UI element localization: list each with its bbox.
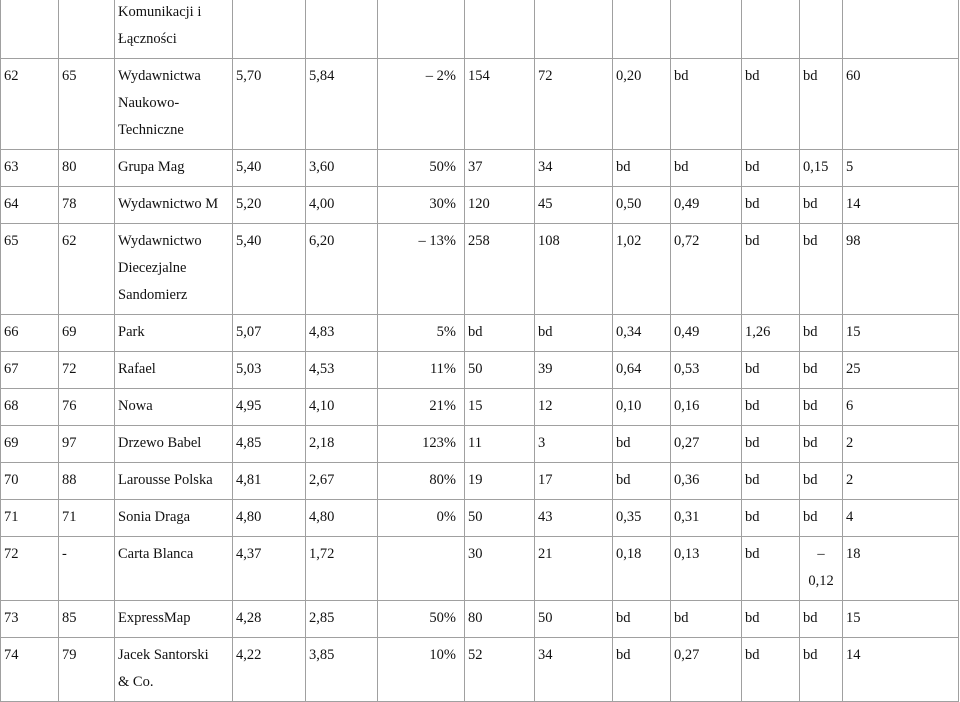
cell-value-c: 30 [465, 537, 535, 601]
cell-value-f: 0,53 [671, 352, 742, 389]
cell-value-d: 3 [535, 426, 613, 463]
cell-value-g: bd [742, 224, 800, 315]
cell-value-f: 0,16 [671, 389, 742, 426]
cell-change-percent: – 2% [378, 59, 465, 150]
cell-value-i: 15 [843, 315, 959, 352]
cell-empty [233, 0, 306, 59]
cell-value-a: 5,40 [233, 150, 306, 187]
cell-value-d: 34 [535, 638, 613, 702]
cell-value-b: 2,18 [306, 426, 378, 463]
cell-value-e: bd [613, 638, 671, 702]
cell-value-i: 60 [843, 59, 959, 150]
cell-value-b: 5,84 [306, 59, 378, 150]
cell-value-c: 11 [465, 426, 535, 463]
cell-value-h [800, 638, 843, 702]
cell-publisher-name-line: & Co. [118, 674, 154, 690]
table-row [1, 500, 959, 537]
cell-publisher-name [115, 537, 233, 601]
cell-value-e: bd [613, 150, 671, 187]
cell-value-f: 0,49 [671, 315, 742, 352]
cell-value-c: 154 [465, 59, 535, 150]
cell-value-g: bd [742, 537, 800, 601]
cell-value-a: 5,70 [233, 59, 306, 150]
cell-publisher-name-line: ExpressMap [118, 610, 191, 626]
cell-rank-current: 63 [1, 150, 59, 187]
cell-value-a: 4,22 [233, 638, 306, 702]
cell-value-e: bd [613, 426, 671, 463]
cell-value-e: bd [613, 463, 671, 500]
cell-value-g: bd [742, 601, 800, 638]
cell-value-f: 0,36 [671, 463, 742, 500]
cell-change-percent: 0% [378, 500, 465, 537]
cell-value-g: bd [742, 638, 800, 702]
cell-value-c: 52 [465, 638, 535, 702]
cell-value-e: 0,34 [613, 315, 671, 352]
cell-value-a: 4,85 [233, 426, 306, 463]
cell-value-h-line: bd [803, 435, 818, 451]
cell-value-b: 3,85 [306, 638, 378, 702]
cell-rank-current: 74 [1, 638, 59, 702]
cell-value-f: 0,13 [671, 537, 742, 601]
cell-publisher-name [115, 315, 233, 352]
cell-empty [306, 0, 378, 59]
cell-rank-current: 62 [1, 59, 59, 150]
cell-value-h [800, 59, 843, 150]
cell-rank-current: 71 [1, 500, 59, 537]
cell-rank-previous: 85 [59, 601, 115, 638]
cell-empty [613, 0, 671, 59]
cell-change-percent: 10% [378, 638, 465, 702]
cell-empty [1, 0, 59, 59]
cell-value-h-line: bd [803, 196, 818, 212]
cell-value-h-line: 0,12 [808, 573, 834, 589]
cell-value-i: 98 [843, 224, 959, 315]
cell-value-h [800, 224, 843, 315]
cell-value-d: 21 [535, 537, 613, 601]
cell-value-b: 4,83 [306, 315, 378, 352]
cell-value-h [800, 463, 843, 500]
cell-publisher-name [115, 224, 233, 315]
cell-value-i: 5 [843, 150, 959, 187]
table-row [1, 224, 959, 315]
cell-value-a: 4,95 [233, 389, 306, 426]
cell-value-a: 4,37 [233, 537, 306, 601]
cell-value-i: 14 [843, 638, 959, 702]
cell-value-e: 0,35 [613, 500, 671, 537]
cell-value-h [800, 315, 843, 352]
cell-value-a: 4,81 [233, 463, 306, 500]
table-body [1, 0, 959, 702]
cell-value-e: 0,64 [613, 352, 671, 389]
cell-change-percent: 5% [378, 315, 465, 352]
cell-rank-previous: 88 [59, 463, 115, 500]
cell-publisher-name [115, 500, 233, 537]
cell-value-b: 2,85 [306, 601, 378, 638]
cell-value-b: 6,20 [306, 224, 378, 315]
cell-value-h-line: 0,15 [803, 159, 829, 175]
cell-empty [843, 0, 959, 59]
cell-change-percent: 50% [378, 601, 465, 638]
cell-value-e: 0,20 [613, 59, 671, 150]
cell-value-g: bd [742, 352, 800, 389]
cell-value-h [800, 426, 843, 463]
cell-empty [671, 0, 742, 59]
table-row [1, 150, 959, 187]
cell-value-e: 0,50 [613, 187, 671, 224]
cell-publisher-name-line: Drzewo Babel [118, 435, 202, 451]
table-row [1, 352, 959, 389]
table-row [1, 463, 959, 500]
cell-value-a: 5,07 [233, 315, 306, 352]
cell-value-b: 4,80 [306, 500, 378, 537]
cell-value-h-line: bd [803, 610, 818, 626]
cell-value-f: 0,31 [671, 500, 742, 537]
cell-value-b: 4,10 [306, 389, 378, 426]
cell-value-h-line: bd [803, 647, 818, 663]
cell-value-d: 108 [535, 224, 613, 315]
cell-value-b: 4,53 [306, 352, 378, 389]
cell-publisher-name-line: Larousse Polska [118, 472, 213, 488]
cell-rank-current: 64 [1, 187, 59, 224]
cell-rank-current: 69 [1, 426, 59, 463]
cell-publisher-name-line: Carta Blanca [118, 546, 194, 562]
cell-value-c: 120 [465, 187, 535, 224]
cell-value-g: bd [742, 500, 800, 537]
table-row [1, 537, 959, 601]
cell-change-percent: 11% [378, 352, 465, 389]
cell-value-d: 72 [535, 59, 613, 150]
cell-rank-current: 73 [1, 601, 59, 638]
cell-value-e: 1,02 [613, 224, 671, 315]
cell-value-e: 0,18 [613, 537, 671, 601]
table-row [1, 601, 959, 638]
cell-change-percent: 50% [378, 150, 465, 187]
cell-rank-previous: 62 [59, 224, 115, 315]
cell-value-h-line: bd [803, 233, 818, 249]
cell-change-percent: 30% [378, 187, 465, 224]
cell-value-c: 80 [465, 601, 535, 638]
cell-value-a: 4,80 [233, 500, 306, 537]
cell-change-percent: 123% [378, 426, 465, 463]
cell-value-d: bd [535, 315, 613, 352]
table-row [1, 426, 959, 463]
table-row [1, 638, 959, 702]
cell-rank-previous: 71 [59, 500, 115, 537]
cell-value-h-line: bd [803, 324, 818, 340]
cell-value-d: 43 [535, 500, 613, 537]
cell-value-c: 15 [465, 389, 535, 426]
cell-value-f: 0,72 [671, 224, 742, 315]
cell-empty [535, 0, 613, 59]
cell-value-f: bd [671, 601, 742, 638]
cell-empty [742, 0, 800, 59]
cell-publisher-name-line: Techniczne [118, 122, 184, 138]
cell-value-i: 6 [843, 389, 959, 426]
cell-value-h [800, 500, 843, 537]
cell-value-c: 50 [465, 352, 535, 389]
cell-publisher-name [115, 638, 233, 702]
cell-publisher-name [115, 59, 233, 150]
cell-value-h-line: bd [803, 509, 818, 525]
cell-value-f: bd [671, 150, 742, 187]
cell-value-f: 0,27 [671, 638, 742, 702]
cell-publisher-name-line: Wydawnictwa [118, 68, 201, 84]
cell-publisher-name-line: Sonia Draga [118, 509, 191, 525]
cell-value-f: 0,27 [671, 426, 742, 463]
cell-value-c: 19 [465, 463, 535, 500]
cell-publisher-name [115, 187, 233, 224]
cell-value-i: 4 [843, 500, 959, 537]
cell-value-h-line: bd [803, 68, 818, 84]
cell-value-b: 3,60 [306, 150, 378, 187]
cell-value-i: 15 [843, 601, 959, 638]
cell-rank-previous: - [59, 537, 115, 601]
cell-value-i: 25 [843, 352, 959, 389]
cell-value-d: 34 [535, 150, 613, 187]
table-row-continuation [1, 0, 959, 59]
cell-change-percent: 21% [378, 389, 465, 426]
cell-value-g: bd [742, 426, 800, 463]
cell-rank-previous: 97 [59, 426, 115, 463]
cell-publisher-name-line: Wydawnictwo M [118, 196, 219, 212]
cell-value-b: 4,00 [306, 187, 378, 224]
cell-value-h-line: bd [803, 361, 818, 377]
cell-value-e: bd [613, 601, 671, 638]
cell-publisher-name [115, 0, 233, 59]
cell-publisher-name [115, 426, 233, 463]
cell-rank-previous: 72 [59, 352, 115, 389]
cell-value-f: 0,49 [671, 187, 742, 224]
cell-value-b: 1,72 [306, 537, 378, 601]
cell-rank-current: 66 [1, 315, 59, 352]
cell-publisher-name [115, 463, 233, 500]
cell-value-h-line: – [817, 546, 825, 562]
cell-value-c: 258 [465, 224, 535, 315]
cell-publisher-name-line: Nowa [118, 398, 153, 414]
cell-value-g: bd [742, 187, 800, 224]
cell-rank-current: 65 [1, 224, 59, 315]
table-row [1, 389, 959, 426]
table-row [1, 187, 959, 224]
cell-value-a: 4,28 [233, 601, 306, 638]
cell-publisher-name-line: Jacek Santorski [118, 647, 209, 663]
cell-value-h [800, 352, 843, 389]
cell-publisher-name-line: Wydawnictwo [118, 233, 202, 249]
cell-value-h [800, 389, 843, 426]
cell-value-d: 39 [535, 352, 613, 389]
cell-value-c: 37 [465, 150, 535, 187]
cell-change-percent [378, 537, 465, 601]
cell-rank-previous: 79 [59, 638, 115, 702]
cell-rank-current: 68 [1, 389, 59, 426]
cell-rank-current: 72 [1, 537, 59, 601]
cell-value-g: bd [742, 389, 800, 426]
cell-rank-current: 70 [1, 463, 59, 500]
cell-rank-current: 67 [1, 352, 59, 389]
cell-change-percent: 80% [378, 463, 465, 500]
publisher-name-line: Łączności [118, 31, 177, 47]
cell-value-i: 2 [843, 426, 959, 463]
cell-value-e: 0,10 [613, 389, 671, 426]
cell-publisher-name-line: Sandomierz [118, 287, 188, 303]
cell-rank-previous: 80 [59, 150, 115, 187]
cell-empty [800, 0, 843, 59]
cell-value-a: 5,40 [233, 224, 306, 315]
cell-value-h [800, 601, 843, 638]
cell-publisher-name [115, 352, 233, 389]
cell-value-d: 45 [535, 187, 613, 224]
cell-value-d: 12 [535, 389, 613, 426]
cell-rank-previous: 65 [59, 59, 115, 150]
cell-empty [59, 0, 115, 59]
cell-value-h-line: bd [803, 398, 818, 414]
cell-empty [378, 0, 465, 59]
cell-publisher-name-line: Rafael [118, 361, 156, 377]
cell-publisher-name-line: Park [118, 324, 145, 340]
publisher-name-line: Komunikacji i [118, 4, 202, 20]
cell-value-i: 14 [843, 187, 959, 224]
cell-change-percent: – 13% [378, 224, 465, 315]
cell-value-h [800, 187, 843, 224]
cell-value-c: 50 [465, 500, 535, 537]
cell-value-h [800, 150, 843, 187]
cell-rank-previous: 69 [59, 315, 115, 352]
cell-empty [465, 0, 535, 59]
table-row [1, 59, 959, 150]
cell-publisher-name-line: Diecezjalne [118, 260, 187, 276]
cell-value-d: 17 [535, 463, 613, 500]
cell-value-f: bd [671, 59, 742, 150]
cell-value-h-line: bd [803, 472, 818, 488]
cell-value-a: 5,03 [233, 352, 306, 389]
cell-value-a: 5,20 [233, 187, 306, 224]
cell-rank-previous: 76 [59, 389, 115, 426]
cell-value-g: bd [742, 463, 800, 500]
cell-publisher-name [115, 389, 233, 426]
cell-value-c: bd [465, 315, 535, 352]
cell-value-g: bd [742, 150, 800, 187]
cell-value-d: 50 [535, 601, 613, 638]
cell-value-b: 2,67 [306, 463, 378, 500]
cell-value-g: 1,26 [742, 315, 800, 352]
table-row [1, 315, 959, 352]
cell-publisher-name-line: Grupa Mag [118, 159, 185, 175]
cell-publisher-name [115, 150, 233, 187]
cell-rank-previous: 78 [59, 187, 115, 224]
cell-value-h [800, 537, 843, 601]
cell-publisher-name-line: Naukowo- [118, 95, 180, 111]
cell-value-g: bd [742, 59, 800, 150]
cell-publisher-name [115, 601, 233, 638]
cell-value-i: 18 [843, 537, 959, 601]
cell-value-i: 2 [843, 463, 959, 500]
